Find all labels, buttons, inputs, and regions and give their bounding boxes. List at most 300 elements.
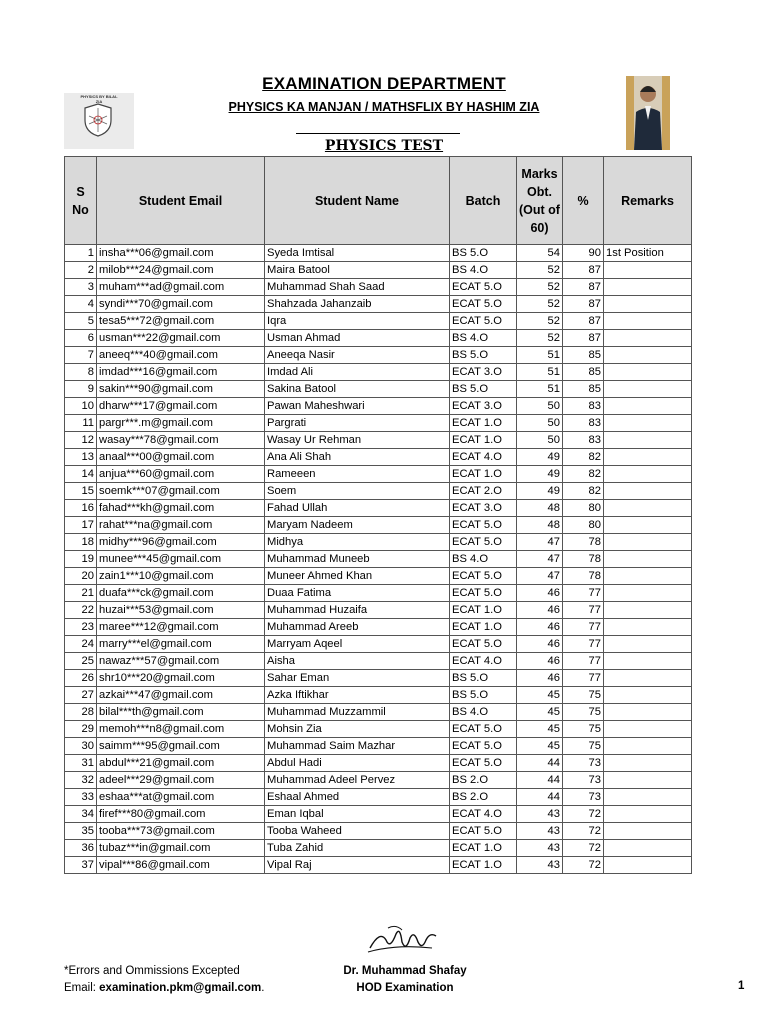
serial-number-cell: 24 xyxy=(65,636,97,653)
remarks-cell xyxy=(604,347,692,364)
student-name-cell: Marryam Aqeel xyxy=(265,636,450,653)
marks-cell: 52 xyxy=(517,313,563,330)
serial-number-cell: 26 xyxy=(65,670,97,687)
batch-cell: ECAT 1.O xyxy=(450,432,517,449)
percentage-cell: 83 xyxy=(563,432,604,449)
student-email-cell: dharw***17@gmail.com xyxy=(97,398,265,415)
percentage-cell: 87 xyxy=(563,296,604,313)
remarks-cell xyxy=(604,483,692,500)
remarks-cell xyxy=(604,296,692,313)
table-row xyxy=(65,687,692,704)
marks-cell: 50 xyxy=(517,398,563,415)
student-name-cell: Shahzada Jahanzaib xyxy=(265,296,450,313)
remarks-cell: 1st Position xyxy=(604,245,692,262)
column-header: Batch xyxy=(450,157,517,245)
table-row xyxy=(65,500,692,517)
serial-number-cell: 23 xyxy=(65,619,97,636)
student-email-cell: soemk***07@gmail.com xyxy=(97,483,265,500)
table-row xyxy=(65,857,692,874)
remarks-cell xyxy=(604,449,692,466)
remarks-cell xyxy=(604,636,692,653)
student-name-cell: Vipal Raj xyxy=(265,857,450,874)
student-email-cell: adeel***29@gmail.com xyxy=(97,772,265,789)
student-email-cell: imdad***16@gmail.com xyxy=(97,364,265,381)
department-title: EXAMINATION DEPARTMENT xyxy=(262,74,506,93)
student-name-cell: Pawan Maheshwari xyxy=(265,398,450,415)
serial-number-cell: 34 xyxy=(65,806,97,823)
marks-cell: 46 xyxy=(517,670,563,687)
column-header: % xyxy=(563,157,604,245)
serial-number-cell: 19 xyxy=(65,551,97,568)
student-email-cell: vipal***86@gmail.com xyxy=(97,857,265,874)
signatory-title: HOD Examination xyxy=(356,982,454,994)
student-email-cell: insha***06@gmail.com xyxy=(97,245,265,262)
student-email-cell: sakin***90@gmail.com xyxy=(97,381,265,398)
batch-cell: ECAT 1.O xyxy=(450,619,517,636)
column-header: Marks Obt. (Out of 60) xyxy=(517,157,563,245)
serial-number-cell: 6 xyxy=(65,330,97,347)
student-email-cell: syndi***70@gmail.com xyxy=(97,296,265,313)
remarks-cell xyxy=(604,313,692,330)
percentage-cell: 83 xyxy=(563,398,604,415)
student-email-cell: duafa***ck@gmail.com xyxy=(97,585,265,602)
remarks-cell xyxy=(604,364,692,381)
table-row xyxy=(65,636,692,653)
remarks-cell xyxy=(604,500,692,517)
percentage-cell: 75 xyxy=(563,738,604,755)
marks-cell: 43 xyxy=(517,823,563,840)
student-name-cell: Abdul Hadi xyxy=(265,755,450,772)
student-name-cell: Aneeqa Nasir xyxy=(265,347,450,364)
header-divider xyxy=(296,133,460,134)
email-suffix: . xyxy=(261,982,265,994)
student-name-cell: Iqra xyxy=(265,313,450,330)
table-row xyxy=(65,381,692,398)
marks-cell: 44 xyxy=(517,789,563,806)
marks-cell: 44 xyxy=(517,755,563,772)
marks-cell: 46 xyxy=(517,602,563,619)
percentage-cell: 87 xyxy=(563,262,604,279)
marks-cell: 46 xyxy=(517,653,563,670)
batch-cell: ECAT 5.O xyxy=(450,721,517,738)
table-row xyxy=(65,398,692,415)
table-row xyxy=(65,823,692,840)
marks-cell: 52 xyxy=(517,296,563,313)
table-row xyxy=(65,653,692,670)
batch-cell: BS 2.O xyxy=(450,772,517,789)
marks-cell: 51 xyxy=(517,364,563,381)
batch-cell: BS 4.O xyxy=(450,262,517,279)
marks-cell: 45 xyxy=(517,687,563,704)
errors-note: *Errors and Ommissions Excepted xyxy=(64,965,240,977)
table-row xyxy=(65,449,692,466)
student-name-cell: Usman Ahmad xyxy=(265,330,450,347)
marks-cell: 52 xyxy=(517,262,563,279)
table-row xyxy=(65,738,692,755)
student-email-cell: bilal***th@gmail.com xyxy=(97,704,265,721)
remarks-cell xyxy=(604,789,692,806)
student-name-cell: Azka Iftikhar xyxy=(265,687,450,704)
column-header: Student Name xyxy=(265,157,450,245)
percentage-cell: 75 xyxy=(563,704,604,721)
column-header: Student Email xyxy=(97,157,265,245)
table-row xyxy=(65,704,692,721)
batch-cell: BS 5.O xyxy=(450,687,517,704)
serial-number-cell: 13 xyxy=(65,449,97,466)
serial-number-cell: 8 xyxy=(65,364,97,381)
student-email-cell: milob***24@gmail.com xyxy=(97,262,265,279)
percentage-cell: 87 xyxy=(563,330,604,347)
serial-number-cell: 15 xyxy=(65,483,97,500)
percentage-cell: 87 xyxy=(563,313,604,330)
table-row xyxy=(65,721,692,738)
remarks-cell xyxy=(604,279,692,296)
remarks-cell xyxy=(604,585,692,602)
remarks-cell xyxy=(604,670,692,687)
serial-number-cell: 2 xyxy=(65,262,97,279)
table-row xyxy=(65,840,692,857)
serial-number-cell: 14 xyxy=(65,466,97,483)
student-email-cell: tubaz***in@gmail.com xyxy=(97,840,265,857)
marks-cell: 43 xyxy=(517,840,563,857)
student-name-cell: Muhammad Shah Saad xyxy=(265,279,450,296)
contact-email-line xyxy=(64,980,264,997)
table-row xyxy=(65,755,692,772)
batch-cell: ECAT 5.O xyxy=(450,585,517,602)
batch-cell: ECAT 5.O xyxy=(450,313,517,330)
serial-number-cell: 3 xyxy=(65,279,97,296)
percentage-cell: 75 xyxy=(563,687,604,704)
marks-cell: 47 xyxy=(517,568,563,585)
batch-cell: ECAT 4.O xyxy=(450,653,517,670)
percentage-cell: 82 xyxy=(563,449,604,466)
student-email-cell: aneeq***40@gmail.com xyxy=(97,347,265,364)
remarks-cell xyxy=(604,517,692,534)
batch-cell: BS 4.O xyxy=(450,330,517,347)
percentage-cell: 85 xyxy=(563,381,604,398)
percentage-cell: 85 xyxy=(563,347,604,364)
signatory-name: Dr. Muhammad Shafay xyxy=(343,965,467,977)
percentage-cell: 77 xyxy=(563,602,604,619)
page-number: 1 xyxy=(738,980,745,992)
marks-cell: 45 xyxy=(517,721,563,738)
student-name-cell: Eman Iqbal xyxy=(265,806,450,823)
student-name-cell: Syeda Imtisal xyxy=(265,245,450,262)
contact-email-link[interactable]: examination.pkm@gmail.com xyxy=(99,982,262,994)
batch-cell: ECAT 3.O xyxy=(450,398,517,415)
percentage-cell: 73 xyxy=(563,772,604,789)
percentage-cell: 72 xyxy=(563,857,604,874)
batch-cell: ECAT 5.O xyxy=(450,568,517,585)
batch-cell: BS 5.O xyxy=(450,670,517,687)
marks-cell: 50 xyxy=(517,415,563,432)
student-name-cell: Tooba Waheed xyxy=(265,823,450,840)
percentage-cell: 83 xyxy=(563,415,604,432)
remarks-cell xyxy=(604,602,692,619)
table-row xyxy=(65,806,692,823)
serial-number-cell: 29 xyxy=(65,721,97,738)
student-email-cell: maree***12@gmail.com xyxy=(97,619,265,636)
percentage-cell: 80 xyxy=(563,500,604,517)
table-row xyxy=(65,279,692,296)
batch-cell: ECAT 1.O xyxy=(450,415,517,432)
student-email-cell: rahat***na@gmail.com xyxy=(97,517,265,534)
student-name-cell: Wasay Ur Rehman xyxy=(265,432,450,449)
student-email-cell: midhy***96@gmail.com xyxy=(97,534,265,551)
serial-number-cell: 10 xyxy=(65,398,97,415)
student-email-cell: pargr***.m@gmail.com xyxy=(97,415,265,432)
batch-cell: ECAT 5.O xyxy=(450,738,517,755)
percentage-cell: 73 xyxy=(563,789,604,806)
marks-cell: 52 xyxy=(517,279,563,296)
batch-cell: ECAT 1.O xyxy=(450,840,517,857)
batch-cell: ECAT 1.O xyxy=(450,602,517,619)
marks-cell: 49 xyxy=(517,483,563,500)
student-email-cell: memoh***n8@gmail.com xyxy=(97,721,265,738)
serial-number-cell: 12 xyxy=(65,432,97,449)
percentage-cell: 87 xyxy=(563,279,604,296)
serial-number-cell: 18 xyxy=(65,534,97,551)
remarks-cell xyxy=(604,568,692,585)
serial-number-cell: 16 xyxy=(65,500,97,517)
table-row xyxy=(65,296,692,313)
batch-cell: BS 4.O xyxy=(450,551,517,568)
batch-cell: BS 5.O xyxy=(450,245,517,262)
batch-cell: ECAT 5.O xyxy=(450,279,517,296)
table-row xyxy=(65,330,692,347)
batch-cell: ECAT 1.O xyxy=(450,857,517,874)
marks-cell: 49 xyxy=(517,466,563,483)
student-name-cell: Aisha xyxy=(265,653,450,670)
student-name-cell: Muhammad Areeb xyxy=(265,619,450,636)
student-email-cell: abdul***21@gmail.com xyxy=(97,755,265,772)
percentage-cell: 72 xyxy=(563,823,604,840)
serial-number-cell: 31 xyxy=(65,755,97,772)
serial-number-cell: 22 xyxy=(65,602,97,619)
batch-cell: ECAT 5.O xyxy=(450,755,517,772)
percentage-cell: 77 xyxy=(563,619,604,636)
remarks-cell xyxy=(604,381,692,398)
student-name-cell: Muhammad Saim Mazhar xyxy=(265,738,450,755)
percentage-cell: 90 xyxy=(563,245,604,262)
student-email-cell: fahad***kh@gmail.com xyxy=(97,500,265,517)
serial-number-cell: 20 xyxy=(65,568,97,585)
percentage-cell: 77 xyxy=(563,585,604,602)
student-name-cell: Muhammad Muzzammil xyxy=(265,704,450,721)
remarks-cell xyxy=(604,534,692,551)
logo-text: PHYSICS BY BILAL ZIA xyxy=(80,94,118,104)
serial-number-cell: 17 xyxy=(65,517,97,534)
marks-cell: 46 xyxy=(517,619,563,636)
batch-cell: ECAT 5.O xyxy=(450,823,517,840)
marks-cell: 47 xyxy=(517,534,563,551)
remarks-cell xyxy=(604,823,692,840)
remarks-cell xyxy=(604,262,692,279)
student-email-cell: usman***22@gmail.com xyxy=(97,330,265,347)
table-row xyxy=(65,262,692,279)
student-email-cell: nawaz***57@gmail.com xyxy=(97,653,265,670)
percentage-cell: 82 xyxy=(563,483,604,500)
marks-cell: 46 xyxy=(517,585,563,602)
marks-cell: 47 xyxy=(517,551,563,568)
percentage-cell: 72 xyxy=(563,840,604,857)
test-title: PHYSICS TEST xyxy=(324,138,444,154)
remarks-cell xyxy=(604,415,692,432)
table-row xyxy=(65,517,692,534)
batch-cell: BS 4.O xyxy=(450,704,517,721)
remarks-cell xyxy=(604,432,692,449)
student-name-cell: Tuba Zahid xyxy=(265,840,450,857)
table-row xyxy=(65,568,692,585)
marks-cell: 49 xyxy=(517,449,563,466)
marks-cell: 48 xyxy=(517,517,563,534)
table-row xyxy=(65,602,692,619)
student-name-cell: Muhammad Muneeb xyxy=(265,551,450,568)
batch-cell: ECAT 5.O xyxy=(450,296,517,313)
serial-number-cell: 9 xyxy=(65,381,97,398)
student-name-cell: Mohsin Zia xyxy=(265,721,450,738)
student-name-cell: Eshaal Ahmed xyxy=(265,789,450,806)
student-email-cell: tooba***73@gmail.com xyxy=(97,823,265,840)
student-name-cell: Fahad Ullah xyxy=(265,500,450,517)
percentage-cell: 78 xyxy=(563,568,604,585)
remarks-cell xyxy=(604,687,692,704)
marks-cell: 50 xyxy=(517,432,563,449)
remarks-cell xyxy=(604,330,692,347)
student-name-cell: Rameeen xyxy=(265,466,450,483)
student-email-cell: shr10***20@gmail.com xyxy=(97,670,265,687)
student-name-cell: Midhya xyxy=(265,534,450,551)
serial-number-cell: 36 xyxy=(65,840,97,857)
table-row xyxy=(65,534,692,551)
marks-cell: 51 xyxy=(517,347,563,364)
percentage-cell: 77 xyxy=(563,636,604,653)
table-row xyxy=(65,619,692,636)
serial-number-cell: 32 xyxy=(65,772,97,789)
serial-number-cell: 30 xyxy=(65,738,97,755)
student-email-cell: firef***80@gmail.com xyxy=(97,806,265,823)
batch-cell: ECAT 3.O xyxy=(450,500,517,517)
email-label: Email: xyxy=(64,982,100,994)
percentage-cell: 85 xyxy=(563,364,604,381)
student-email-cell: marry***el@gmail.com xyxy=(97,636,265,653)
table-row xyxy=(65,483,692,500)
batch-cell: ECAT 5.O xyxy=(450,517,517,534)
remarks-cell xyxy=(604,466,692,483)
student-name-cell: Maira Batool xyxy=(265,262,450,279)
remarks-cell xyxy=(604,721,692,738)
results-table xyxy=(64,156,692,874)
student-email-cell: zain1***10@gmail.com xyxy=(97,568,265,585)
student-name-cell: Sahar Eman xyxy=(265,670,450,687)
serial-number-cell: 5 xyxy=(65,313,97,330)
table-row xyxy=(65,551,692,568)
marks-cell: 51 xyxy=(517,381,563,398)
percentage-cell: 77 xyxy=(563,653,604,670)
student-email-cell: huzai***53@gmail.com xyxy=(97,602,265,619)
marks-cell: 43 xyxy=(517,857,563,874)
student-email-cell: tesa5***72@gmail.com xyxy=(97,313,265,330)
student-name-cell: Muneer Ahmed Khan xyxy=(265,568,450,585)
marks-cell: 54 xyxy=(517,245,563,262)
percentage-cell: 78 xyxy=(563,534,604,551)
student-email-cell: muham***ad@gmail.com xyxy=(97,279,265,296)
student-email-cell: saimm***95@gmail.com xyxy=(97,738,265,755)
batch-cell: ECAT 4.O xyxy=(450,449,517,466)
batch-cell: ECAT 5.O xyxy=(450,534,517,551)
student-name-cell: Muhammad Huzaifa xyxy=(265,602,450,619)
table-row xyxy=(65,364,692,381)
percentage-cell: 77 xyxy=(563,670,604,687)
serial-number-cell: 1 xyxy=(65,245,97,262)
batch-cell: ECAT 5.O xyxy=(450,636,517,653)
table-row xyxy=(65,432,692,449)
table-row xyxy=(65,772,692,789)
student-name-cell: Imdad Ali xyxy=(265,364,450,381)
percentage-cell: 82 xyxy=(563,466,604,483)
table-row xyxy=(65,245,692,262)
student-name-cell: Muhammad Adeel Pervez xyxy=(265,772,450,789)
percentage-cell: 78 xyxy=(563,551,604,568)
student-name-cell: Soem xyxy=(265,483,450,500)
remarks-cell xyxy=(604,619,692,636)
batch-cell: ECAT 4.O xyxy=(450,806,517,823)
student-name-cell: Duaa Fatima xyxy=(265,585,450,602)
marks-cell: 45 xyxy=(517,704,563,721)
student-email-cell: azkai***47@gmail.com xyxy=(97,687,265,704)
remarks-cell xyxy=(604,840,692,857)
table-header-row xyxy=(65,157,692,245)
student-email-cell: anjua***60@gmail.com xyxy=(97,466,265,483)
column-header: Remarks xyxy=(604,157,692,245)
table-row xyxy=(65,670,692,687)
serial-number-cell: 21 xyxy=(65,585,97,602)
table-body xyxy=(65,245,692,874)
student-name-cell: Sakina Batool xyxy=(265,381,450,398)
student-name-cell: Maryam Nadeem xyxy=(265,517,450,534)
remarks-cell xyxy=(604,704,692,721)
remarks-cell xyxy=(604,551,692,568)
percentage-cell: 72 xyxy=(563,806,604,823)
marks-cell: 45 xyxy=(517,738,563,755)
student-email-cell: anaal***00@gmail.com xyxy=(97,449,265,466)
table-row xyxy=(65,585,692,602)
serial-number-cell: 25 xyxy=(65,653,97,670)
batch-cell: BS 5.O xyxy=(450,347,517,364)
serial-number-cell: 37 xyxy=(65,857,97,874)
batch-cell: BS 2.O xyxy=(450,789,517,806)
header-subtitle: PHYSICS KA MANJAN / MATHSFLIX BY HASHIM ZIA xyxy=(228,100,540,114)
percentage-cell: 80 xyxy=(563,517,604,534)
marks-cell: 52 xyxy=(517,330,563,347)
serial-number-cell: 33 xyxy=(65,789,97,806)
table-row xyxy=(65,466,692,483)
remarks-cell xyxy=(604,653,692,670)
batch-cell: ECAT 3.O xyxy=(450,364,517,381)
table-row xyxy=(65,789,692,806)
batch-cell: ECAT 1.O xyxy=(450,466,517,483)
student-email-cell: wasay***78@gmail.com xyxy=(97,432,265,449)
table-row xyxy=(65,313,692,330)
serial-number-cell: 11 xyxy=(65,415,97,432)
marks-cell: 44 xyxy=(517,772,563,789)
remarks-cell xyxy=(604,398,692,415)
serial-number-cell: 28 xyxy=(65,704,97,721)
serial-number-cell: 4 xyxy=(65,296,97,313)
student-email-cell: eshaa***at@gmail.com xyxy=(97,789,265,806)
student-name-cell: Ana Ali Shah xyxy=(265,449,450,466)
remarks-cell xyxy=(604,755,692,772)
